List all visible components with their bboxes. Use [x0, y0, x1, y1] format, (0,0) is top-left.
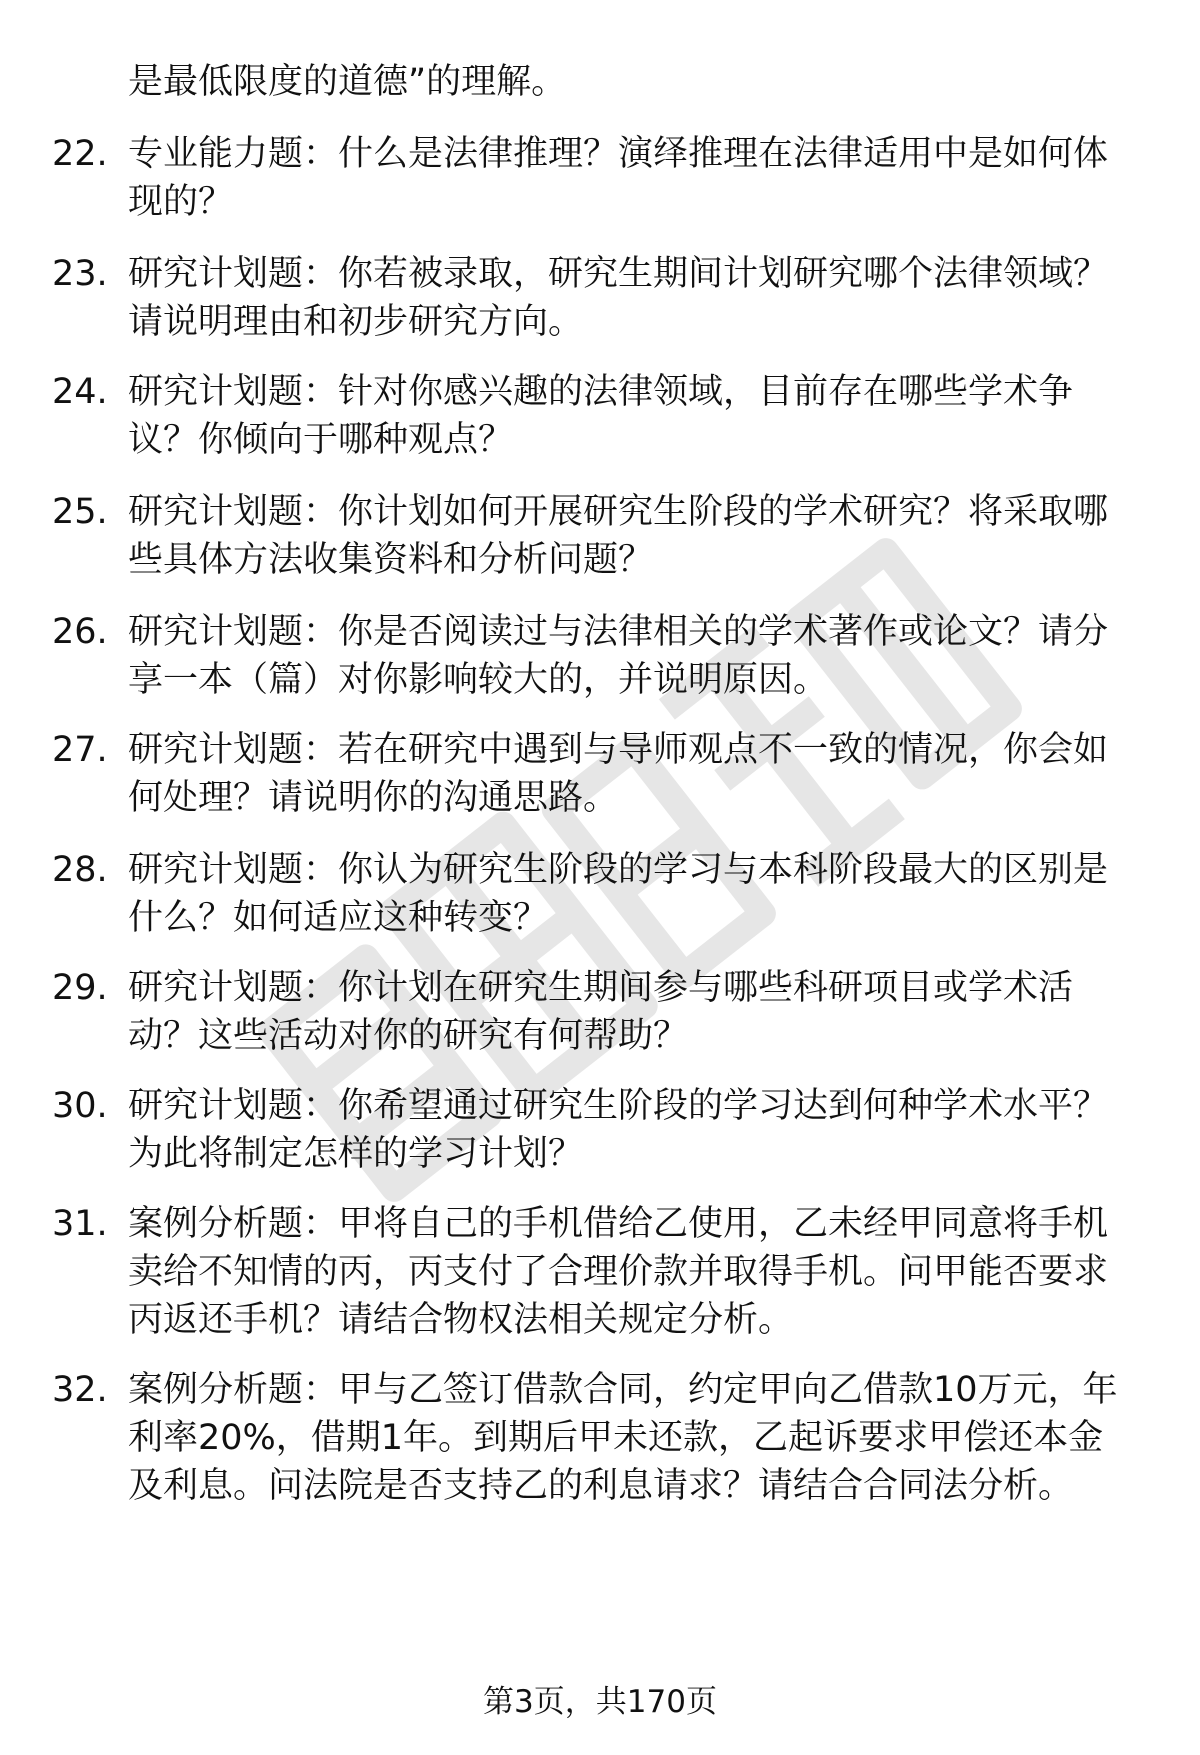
question-line: 研究计划题：你若被录取，研究生期间计划研究哪个法律领域？ — [128, 254, 1109, 294]
question-line: 丙返还手机？请结合物权法相关规定分析。 — [128, 1300, 794, 1340]
question-line: 动？这些活动对你的研究有何帮助？ — [128, 1016, 689, 1056]
question-line: 利率20%，借期1年。到期后甲未还款，乙起诉要求甲偿还本金 — [128, 1418, 1104, 1458]
question-number: 26. — [52, 612, 108, 652]
question-number: 32. — [52, 1370, 108, 1410]
continuation-line: 是最低限度的道德”的理解。 — [128, 62, 567, 102]
question-line: 什么？如何适应这种转变？ — [128, 898, 549, 938]
question-text — [128, 846, 1148, 942]
question-number: 29. — [52, 968, 108, 1008]
question-line: 研究计划题：你认为研究生阶段的学习与本科阶段最大的区别是 — [128, 850, 1109, 890]
question-number: 23. — [52, 254, 108, 294]
question-line: 专业能力题：什么是法律推理？演绎推理在法律适用中是如何体 — [128, 134, 1109, 174]
question-text — [128, 488, 1148, 584]
question-line: 研究计划题：你计划在研究生期间参与哪些科研项目或学术活 — [128, 968, 1074, 1008]
question-line: 研究计划题：你计划如何开展研究生阶段的学术研究？将采取哪 — [128, 492, 1109, 532]
question-text — [128, 368, 1148, 464]
question-line: 为此将制定怎样的学习计划？ — [128, 1134, 584, 1174]
question-line: 何处理？请说明你的沟通思路。 — [128, 778, 619, 818]
question-line: 享一本（篇）对你影响较大的，并说明原因。 — [128, 660, 829, 700]
question-number: 27. — [52, 730, 108, 770]
question-number: 28. — [52, 850, 108, 890]
question-text — [128, 130, 1148, 226]
question-text — [128, 726, 1148, 822]
question-line: 研究计划题：你是否阅读过与法律相关的学术著作或论文？请分 — [128, 612, 1109, 652]
question-line: 现的？ — [128, 182, 234, 222]
question-line: 及利息。问法院是否支持乙的利息请求？请结合合同法分析。 — [128, 1466, 1074, 1506]
question-line: 议？你倾向于哪种观点？ — [128, 420, 514, 460]
question-number: 22. — [52, 134, 108, 174]
question-number: 25. — [52, 492, 108, 532]
page-footer: 第3页，共170页 — [483, 1684, 717, 1720]
question-line: 卖给不知情的丙，丙支付了合理价款并取得手机。问甲能否要求 — [128, 1252, 1109, 1292]
question-line: 请说明理由和初步研究方向。 — [128, 302, 584, 342]
question-text — [128, 1366, 1148, 1510]
question-text — [128, 964, 1148, 1060]
question-number: 24. — [52, 372, 108, 412]
question-number: 30. — [52, 1086, 108, 1126]
question-line: 研究计划题：你希望通过研究生阶段的学习达到何种学术水平？ — [128, 1086, 1109, 1126]
question-line: 研究计划题：若在研究中遇到与导师观点不一致的情况，你会如 — [128, 730, 1109, 770]
question-text — [128, 608, 1148, 704]
question-text — [128, 1082, 1148, 1178]
question-line: 些具体方法收集资料和分析问题？ — [128, 540, 654, 580]
question-line: 案例分析题：甲将自己的手机借给乙使用，乙未经甲同意将手机 — [128, 1204, 1109, 1244]
question-text — [128, 1200, 1148, 1344]
question-text — [128, 250, 1148, 346]
question-number: 31. — [52, 1204, 108, 1244]
question-line: 案例分析题：甲与乙签订借款合同，约定甲向乙借款10万元，年 — [128, 1370, 1118, 1410]
question-line: 研究计划题：针对你感兴趣的法律领域，目前存在哪些学术争 — [128, 372, 1074, 412]
